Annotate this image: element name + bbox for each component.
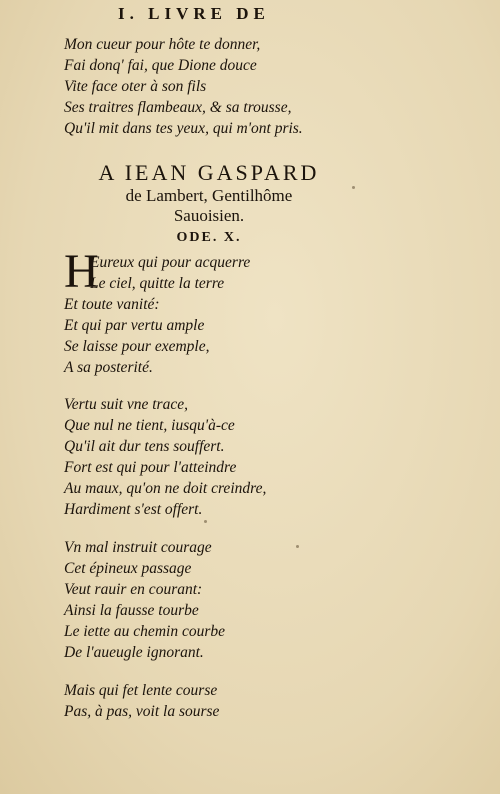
verse-line: De l'aueugle ignorant. xyxy=(64,644,204,661)
verse-line: Et toute vanité: xyxy=(64,296,160,313)
ode-number: ODE. X. xyxy=(176,230,242,245)
verse-line: Le iette au chemin courbe xyxy=(64,623,225,640)
verse-line: Hardiment s'est offert. xyxy=(64,501,203,518)
verse-line: Qu'il ait dur tens souffert. xyxy=(64,438,225,455)
verse-line: Pas, à pas, voit la sourse xyxy=(64,703,220,720)
verse-line: Fai donq' fai, que Dione douce xyxy=(64,57,257,74)
stanza-top xyxy=(64,34,303,139)
running-head: I. LIVRE DE xyxy=(118,4,270,23)
verse-line: Mais qui fet lente course xyxy=(64,682,218,699)
verse-line: Vite face oter à son fils xyxy=(64,78,207,95)
verse-line: Que nul ne tient, iusqu'à-ce xyxy=(64,417,235,434)
verse-line: A sa posterité. xyxy=(64,359,153,376)
verse-line: Eureux qui pour acquerre xyxy=(90,254,251,271)
verse-line: Fort est qui pour l'atteindre xyxy=(64,459,237,476)
verse-line: Ainsi la fausse tourbe xyxy=(64,602,199,619)
stanza-3 xyxy=(64,537,225,663)
verse-line: Ses traitres flambeaux, & sa trousse, xyxy=(64,99,292,116)
stanza-1-opening xyxy=(90,252,250,294)
ode-dedication-line3: Sauoisien. xyxy=(173,206,245,225)
ode-dedication-title: A IEAN GASPARD xyxy=(98,160,320,185)
verse-line: Cet épineux passage xyxy=(64,560,192,577)
stanza-2 xyxy=(64,394,266,520)
verse-line: Vn mal instruit courage xyxy=(64,539,212,556)
stanza-1 xyxy=(64,294,210,378)
paper-speck xyxy=(204,520,207,523)
verse-line: Et qui par vertu ample xyxy=(64,317,205,334)
stanza-4 xyxy=(64,680,219,722)
verse-line: Le ciel, quitte la terre xyxy=(90,275,225,292)
paper-speck xyxy=(296,545,299,548)
drop-capital: H xyxy=(64,245,99,298)
ode-dedication-line2: de Lambert, Gentilhôme xyxy=(125,186,293,205)
verse-line: Veut rauir en courant: xyxy=(64,581,203,598)
verse-line: Se laisse pour exemple, xyxy=(64,338,210,355)
verse-line: Vertu suit vne trace, xyxy=(64,396,188,413)
verse-line: Mon cueur pour hôte te donner, xyxy=(64,36,261,53)
paper-speck xyxy=(352,186,355,189)
verse-line: Qu'il mit dans tes yeux, qui m'ont pris. xyxy=(64,120,303,137)
verse-line: Au maux, qu'on ne doit creindre, xyxy=(64,480,267,497)
